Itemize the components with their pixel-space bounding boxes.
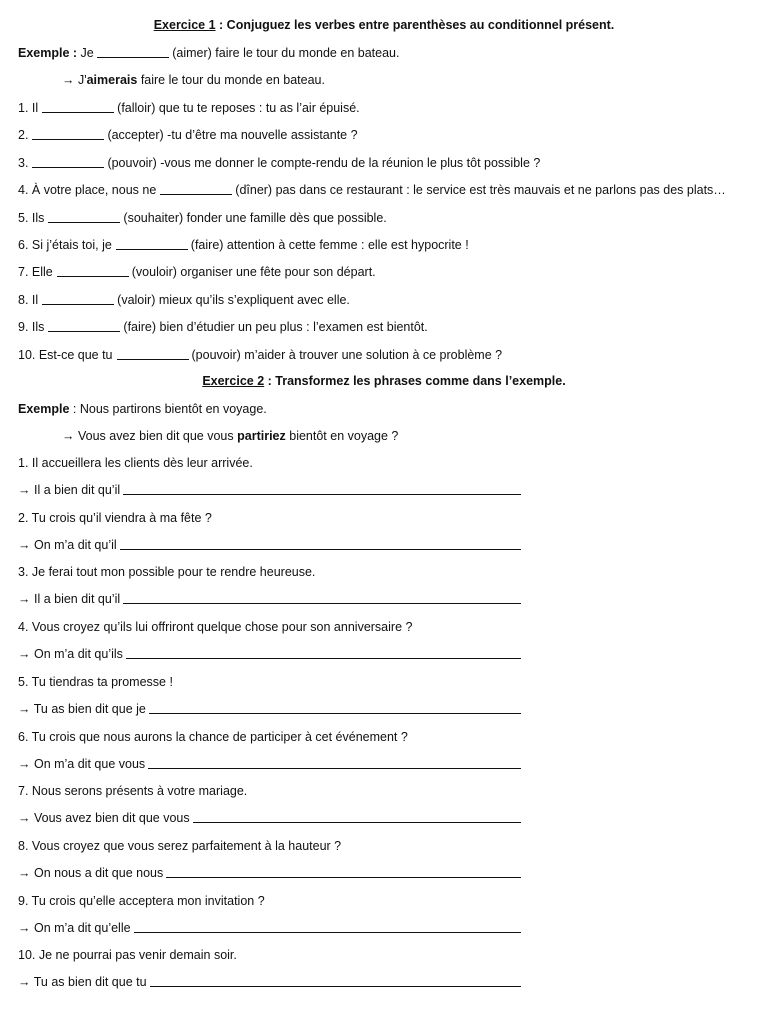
exercise-1-heading	[18, 16, 750, 34]
item-text-before: 6. Si j’étais toi, je	[18, 238, 112, 252]
exercise-2-answer-line	[18, 590, 750, 608]
exercise-1-item	[18, 291, 750, 309]
answer-prompt: → Il a bien dit qu’il	[18, 592, 121, 607]
exercise-2-answer-line	[18, 809, 750, 827]
exercise-2-sentence: 8. Vous croyez que vous serez parfaitement à la hauteur ?	[18, 838, 342, 853]
exercise-1-title: Exercice 1	[153, 18, 216, 32]
item-text-before: 5. Ils	[18, 210, 45, 225]
example-answer-verb: partiriez	[237, 429, 286, 443]
answer-blank[interactable]	[193, 810, 521, 823]
exercise-1-item	[18, 209, 750, 227]
answer-prompt: → Tu as bien dit que tu	[18, 975, 147, 990]
answer-blank[interactable]	[57, 264, 129, 277]
answer-prompt: → On m’a dit qu’il	[18, 537, 117, 552]
answer-prompt: → Vous avez bien dit que vous	[18, 811, 190, 826]
answer-blank[interactable]	[116, 237, 188, 250]
answer-blank[interactable]	[120, 537, 521, 550]
answer-blank[interactable]	[166, 865, 521, 878]
answer-blank[interactable]	[117, 347, 189, 360]
exercise-1-item	[18, 99, 750, 117]
item-text-after: (accepter) -tu d’être ma nouvelle assistante ?	[107, 128, 358, 143]
example-answer-rest: faire le tour du monde en bateau.	[137, 73, 325, 87]
exercise-2-answer-line	[18, 755, 750, 773]
answer-prompt: → Tu as bien dit que je	[18, 701, 146, 716]
exercise-1-item	[18, 126, 750, 144]
exercise-2-answer-line	[18, 481, 750, 499]
exercise-1-item	[18, 236, 750, 254]
answer-blank[interactable]	[32, 155, 104, 168]
exercise-2-sentence: 4. Vous croyez qu’ils lui offriront quelque chose pour son anniversaire ?	[18, 620, 413, 635]
exercise-1-item	[18, 318, 750, 336]
item-text-before: 7. Elle	[18, 265, 53, 280]
item-text-before: 1. Il	[18, 101, 39, 115]
item-text-before: 8. Il	[18, 292, 39, 307]
answer-blank[interactable]	[97, 45, 169, 58]
answer-blank[interactable]	[126, 646, 521, 659]
exercise-2-title: Exercice 2	[202, 374, 265, 388]
example-answer-verb: aimerais	[86, 73, 138, 87]
item-text-after: (souhaiter) fonder une famille dès que possible.	[123, 210, 387, 225]
exercise-1-example-answer	[18, 71, 750, 89]
exercise-2-answer-line	[18, 973, 750, 991]
example-label: Exemple :	[18, 46, 78, 60]
answer-prompt: → Il a bien dit qu’il	[18, 483, 121, 497]
exercise-1-item	[18, 154, 750, 172]
item-text-before: 2.	[18, 128, 29, 143]
exercise-2-answer-line	[18, 536, 750, 554]
exercise-2-sentence: 10. Je ne pourrai pas venir demain soir.	[18, 948, 237, 963]
example-answer-arrow: → J'	[62, 73, 87, 87]
item-text-before: 3.	[18, 155, 29, 170]
exercise-1-example	[18, 44, 750, 62]
exercise-1-item	[18, 346, 750, 364]
answer-blank[interactable]	[149, 701, 521, 714]
example-after: (aimer) faire le tour du monde en bateau.	[172, 46, 400, 60]
answer-blank[interactable]	[123, 482, 521, 495]
exercise-2-sentence: 2. Tu crois qu’il viendra à ma fête ?	[18, 510, 212, 525]
answer-blank[interactable]	[48, 210, 120, 223]
exercise-2-answer-line	[18, 700, 750, 718]
answer-blank[interactable]	[48, 319, 120, 332]
item-text-after: (faire) attention à cette femme : elle est hypocrite !	[190, 238, 469, 252]
exercise-2-heading	[18, 372, 750, 390]
item-text-after: (pouvoir) m’aider à trouver une solution à ce problème ?	[191, 347, 503, 362]
item-text-before: 9. Ils	[18, 320, 45, 335]
exercise-2-instruction: : Transformez les phrases comme dans l’exemple.	[264, 374, 566, 388]
answer-prompt: → On m’a dit qu’ils	[18, 647, 123, 662]
exercise-2-sentence: 9. Tu crois qu’elle acceptera mon invitation ?	[18, 893, 265, 908]
exercise-2-sentence: 1. Il accueillera les clients dès leur arrivée.	[18, 456, 253, 470]
answer-blank[interactable]	[148, 756, 521, 769]
exercise-2-answer-line	[18, 645, 750, 663]
example-label: Exemple	[18, 402, 70, 416]
answer-prompt: → On m’a dit que vous	[18, 756, 146, 771]
answer-blank[interactable]	[32, 127, 104, 140]
exercise-2-sentence: 5. Tu tiendras ta promesse !	[18, 674, 173, 689]
exercise-1-instruction: : Conjuguez les verbes entre parenthèses au conditionnel présent.	[215, 18, 615, 32]
exercise-2-example-answer	[18, 427, 750, 445]
exercise-2-sentence: 3. Je ferai tout mon possible pour te rendre heureuse.	[18, 565, 316, 580]
exercise-2-answer-line	[18, 919, 750, 937]
exercise-2-answer-line	[18, 864, 750, 882]
answer-blank[interactable]	[160, 182, 232, 195]
item-text-after: (dîner) pas dans ce restaurant : le service est très mauvais et ne parlons pas des plats…	[235, 183, 726, 198]
item-text-after: (vouloir) organiser une fête pour son départ.	[131, 265, 376, 280]
exercise-1-item	[18, 181, 750, 199]
answer-prompt: → On nous a dit que nous	[18, 865, 164, 880]
item-text-after: (falloir) que tu te reposes : tu as l’air épuisé.	[117, 101, 360, 115]
item-text-after: (faire) bien d’étudier un peu plus : l’examen est bientôt.	[123, 320, 428, 335]
answer-blank[interactable]	[134, 920, 521, 933]
answer-blank[interactable]	[123, 591, 521, 604]
example-text: : Nous partirons bientôt en voyage.	[69, 402, 267, 416]
answer-blank[interactable]	[150, 974, 521, 987]
item-text-after: (valoir) mieux qu’ils s’expliquent avec elle.	[117, 292, 350, 307]
example-answer-rest: bientôt en voyage ?	[285, 429, 399, 443]
exercise-2-example	[18, 400, 750, 418]
answer-blank[interactable]	[42, 292, 114, 305]
answer-prompt: → On m’a dit qu’elle	[18, 920, 131, 935]
exercise-1-item	[18, 263, 750, 281]
item-text-after: (pouvoir) -vous me donner le compte-rendu de la réunion le plus tôt possible ?	[107, 155, 541, 170]
answer-blank[interactable]	[42, 100, 114, 113]
example-answer-arrow: → Vous avez bien dit que vous	[62, 429, 238, 443]
exercise-2-sentence: 7. Nous serons présents à votre mariage.	[18, 784, 248, 799]
item-text-before: 10. Est-ce que tu	[18, 347, 113, 362]
exercise-2-sentence: 6. Tu crois que nous aurons la chance de participer à cet événement ?	[18, 729, 408, 744]
item-text-before: 4. À votre place, nous ne	[18, 183, 157, 198]
example-before: Je	[77, 46, 94, 60]
